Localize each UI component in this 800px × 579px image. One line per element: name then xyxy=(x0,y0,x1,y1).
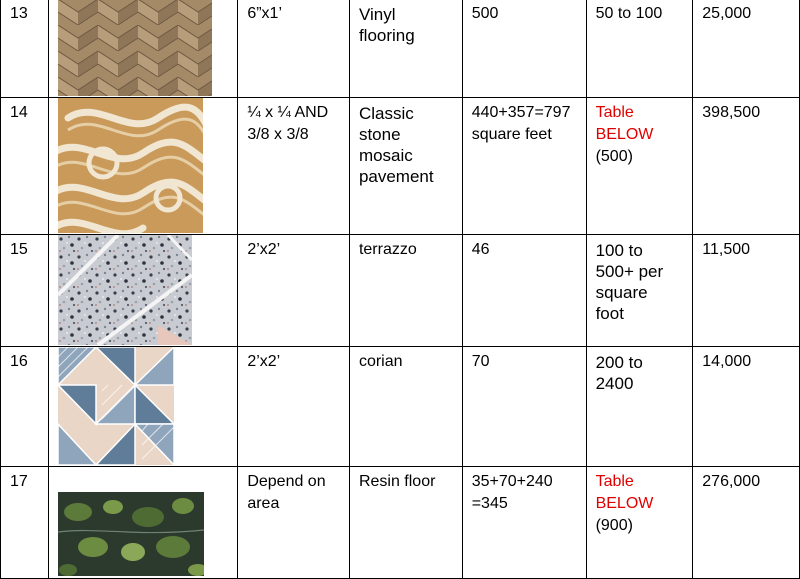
price-note: Table BELOW xyxy=(595,104,654,143)
material-name: terrazzo xyxy=(358,241,417,258)
area-value: 440+357=797 square feet xyxy=(471,104,571,143)
row-number: 17 xyxy=(10,473,28,490)
table-row xyxy=(1,0,800,98)
material-name: Classic stone mosaic pavement xyxy=(358,104,434,186)
tile-size: 6”x1’ xyxy=(247,5,282,22)
row-number: 16 xyxy=(10,353,28,370)
total-cost: 14,000 xyxy=(702,353,752,370)
tile-size: ¼ x ¼ AND 3/8 x 3/8 xyxy=(247,104,329,143)
tile-size: 2’x2’ xyxy=(247,241,281,258)
area-value: 46 xyxy=(471,241,490,258)
terrazzo-tile-image xyxy=(58,235,192,345)
row-number: 13 xyxy=(10,5,28,22)
price-value: (500) xyxy=(595,148,633,165)
area-value: 500 xyxy=(471,5,499,22)
table-row xyxy=(1,347,800,467)
area-value: 35+70+240 =345 xyxy=(471,473,553,512)
table-row xyxy=(1,98,800,235)
tile-size: 2’x2’ xyxy=(247,353,281,370)
price-value: (900) xyxy=(595,517,633,534)
swirl-mosaic-tile-image xyxy=(58,98,203,233)
total-cost: 25,000 xyxy=(702,5,752,22)
total-cost: 398,500 xyxy=(702,104,761,121)
area-value: 70 xyxy=(471,353,490,370)
table-row xyxy=(1,467,800,579)
price-value: 50 to 100 xyxy=(595,5,663,22)
material-name: Vinyl flooring xyxy=(358,5,415,45)
material-name: corian xyxy=(358,353,403,370)
total-cost: 11,500 xyxy=(702,241,751,258)
row-number: 15 xyxy=(10,241,28,258)
herringbone-wood-tile-image xyxy=(58,0,212,96)
price-value: 200 to 2400 xyxy=(595,353,643,393)
tile-size: Depend on area xyxy=(247,473,326,512)
price-value: 100 to 500+ per square foot xyxy=(595,241,664,323)
table-row xyxy=(1,235,800,347)
total-cost: 276,000 xyxy=(702,473,761,490)
resin-moss-floor-image xyxy=(58,492,204,576)
price-note: Table BELOW xyxy=(595,473,654,512)
geometric-triangle-tile-image xyxy=(58,347,174,465)
row-number: 14 xyxy=(10,104,28,121)
material-name: Resin floor xyxy=(358,473,436,490)
